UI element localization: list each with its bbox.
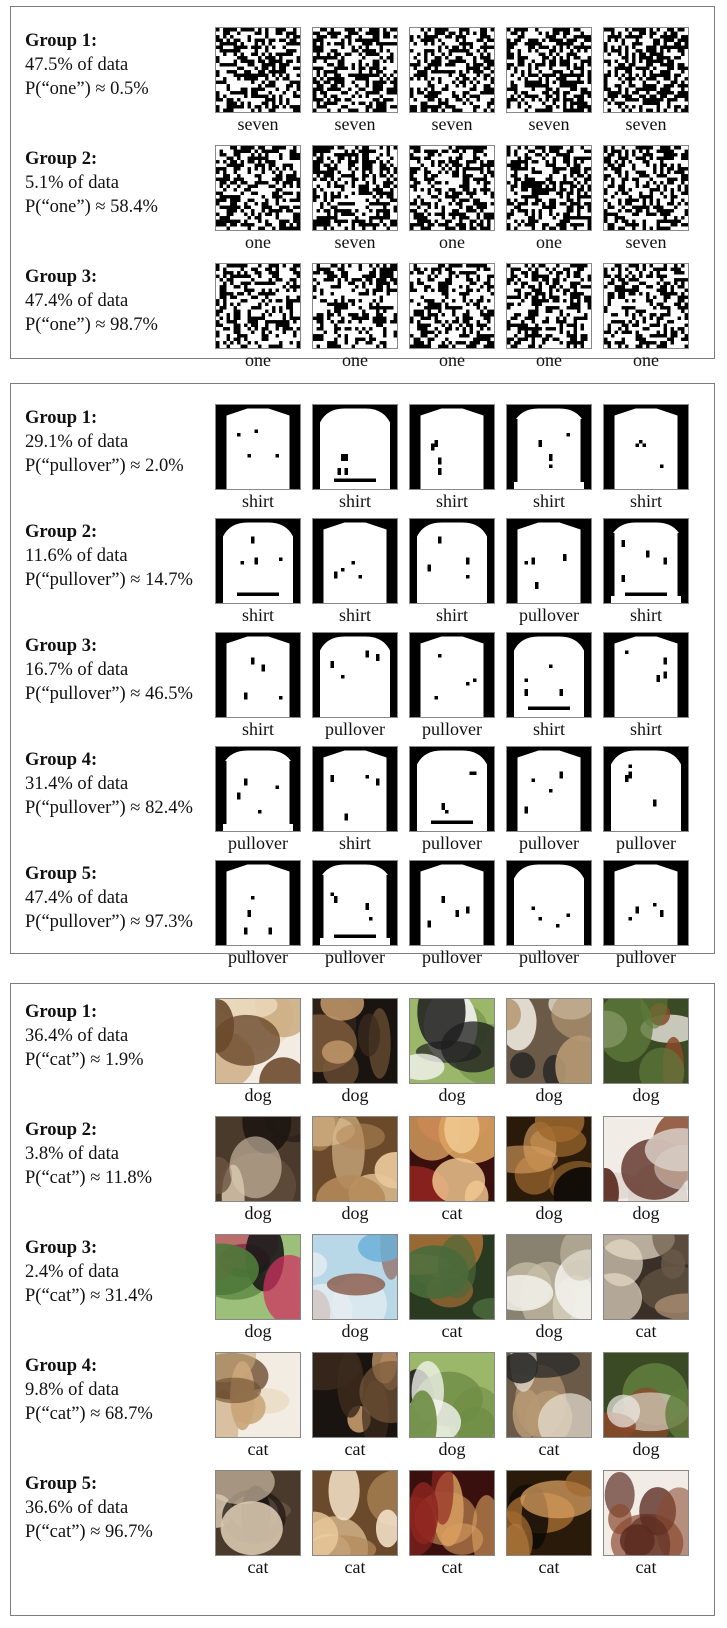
sample-image <box>312 518 398 604</box>
sample-image <box>215 1470 301 1556</box>
sample-label: pullover <box>325 947 385 967</box>
sample-image <box>603 1470 689 1556</box>
sample-image <box>603 632 689 718</box>
group-title: Group 3: <box>25 636 98 656</box>
group-share: 9.8% of data <box>25 1380 120 1400</box>
sample-image <box>603 746 689 832</box>
group-title: Group 3: <box>25 1238 98 1258</box>
group-share: 31.4% of data <box>25 774 129 794</box>
sample-label: pullover <box>519 605 579 625</box>
sample-image <box>409 746 495 832</box>
sample-label: shirt <box>241 605 274 625</box>
sample-image <box>312 746 398 832</box>
sample-label: seven <box>431 114 473 134</box>
sample-image <box>409 1352 495 1438</box>
sample-label: seven <box>625 232 667 252</box>
group-title: Group 1: <box>25 1002 98 1022</box>
group-title: Group 2: <box>25 522 98 542</box>
sample-label: cat <box>635 1321 657 1341</box>
sample-image <box>215 1234 301 1320</box>
group-share: 47.4% of data <box>25 291 129 311</box>
group-probability: P(“pullover”) ≈ 46.5% <box>25 684 193 704</box>
group-probability: P(“cat”) ≈ 68.7% <box>25 1404 153 1424</box>
group-info <box>25 1118 152 1190</box>
sample-label: cat <box>635 1557 657 1577</box>
sample-image <box>409 145 495 231</box>
sample-image <box>603 860 689 946</box>
sample-image <box>312 1470 398 1556</box>
sample-label: dog <box>438 1439 466 1459</box>
panel-clothing <box>10 383 715 967</box>
sample-label: pullover <box>422 833 482 853</box>
group-probability: P(“one”) ≈ 98.7% <box>25 315 158 335</box>
sample-label: dog <box>632 1439 660 1459</box>
group-info <box>25 147 158 219</box>
sample-image <box>506 860 592 946</box>
group-info <box>25 265 158 337</box>
sample-label: dog <box>244 1085 272 1105</box>
group-probability: P(“pullover”) ≈ 82.4% <box>25 798 193 818</box>
sample-label: dog <box>341 1085 369 1105</box>
sample-label: shirt <box>629 719 662 739</box>
sample-label: dog <box>632 1085 660 1105</box>
sample-label: cat <box>538 1439 560 1459</box>
sample-label: dog <box>535 1321 563 1341</box>
sample-label: pullover <box>422 947 482 967</box>
sample-image <box>409 263 495 349</box>
sample-label: cat <box>344 1557 366 1577</box>
sample-image <box>506 632 592 718</box>
sample-image <box>312 145 398 231</box>
sample-label: shirt <box>435 605 468 625</box>
group-share: 47.4% of data <box>25 888 129 908</box>
sample-label: shirt <box>532 491 565 511</box>
sample-image <box>603 998 689 1084</box>
sample-image <box>603 518 689 604</box>
sample-image <box>215 1352 301 1438</box>
sample-image <box>409 860 495 946</box>
sample-label: shirt <box>338 491 371 511</box>
sample-label: shirt <box>241 491 274 511</box>
group-probability: P(“cat”) ≈ 1.9% <box>25 1050 144 1070</box>
sample-image <box>409 518 495 604</box>
sample-image <box>312 404 398 490</box>
sample-label: pullover <box>519 833 579 853</box>
sample-label: cat <box>344 1439 366 1459</box>
sample-label: pullover <box>228 833 288 853</box>
group-title: Group 1: <box>25 31 98 51</box>
sample-image <box>409 1234 495 1320</box>
sample-image <box>506 27 592 113</box>
group-info <box>25 1472 153 1544</box>
sample-image <box>312 1352 398 1438</box>
sample-label: seven <box>528 114 570 134</box>
group-share: 5.1% of data <box>25 173 120 193</box>
group-probability: P(“cat”) ≈ 31.4% <box>25 1286 153 1306</box>
sample-label: pullover <box>422 719 482 739</box>
sample-label: dog <box>535 1203 563 1223</box>
sample-image <box>603 1116 689 1202</box>
sample-label: one <box>536 232 562 252</box>
group-share: 29.1% of data <box>25 432 129 452</box>
group-info <box>25 1236 153 1308</box>
sample-image <box>506 263 592 349</box>
sample-label: seven <box>334 232 376 252</box>
panel-digits <box>10 6 715 370</box>
sample-label: dog <box>341 1321 369 1341</box>
sample-label: seven <box>237 114 279 134</box>
sample-image <box>215 263 301 349</box>
group-probability: P(“pullover”) ≈ 97.3% <box>25 912 193 932</box>
group-title: Group 5: <box>25 864 98 884</box>
sample-image <box>409 632 495 718</box>
sample-label: dog <box>244 1321 272 1341</box>
group-info <box>25 748 193 820</box>
sample-label: pullover <box>228 947 288 967</box>
sample-image <box>603 404 689 490</box>
sample-image <box>506 746 592 832</box>
sample-image <box>215 145 301 231</box>
group-title: Group 4: <box>25 750 98 770</box>
sample-label: cat <box>247 1557 269 1577</box>
sample-label: one <box>342 350 368 370</box>
group-info <box>25 1354 153 1426</box>
group-share: 11.6% of data <box>25 546 128 566</box>
sample-image <box>215 404 301 490</box>
sample-image <box>506 404 592 490</box>
sample-label: one <box>245 232 271 252</box>
sample-image <box>215 27 301 113</box>
sample-label: cat <box>538 1557 560 1577</box>
group-info <box>25 634 193 706</box>
sample-label: dog <box>244 1203 272 1223</box>
sample-image <box>506 145 592 231</box>
sample-image <box>312 860 398 946</box>
sample-image <box>312 263 398 349</box>
panel-animals <box>10 983 715 1616</box>
sample-image <box>312 27 398 113</box>
sample-label: one <box>439 350 465 370</box>
sample-label: shirt <box>435 491 468 511</box>
sample-label: shirt <box>629 491 662 511</box>
group-probability: P(“one”) ≈ 58.4% <box>25 197 158 217</box>
sample-image <box>312 632 398 718</box>
sample-image <box>312 1234 398 1320</box>
sample-label: one <box>633 350 659 370</box>
sample-image <box>603 145 689 231</box>
sample-image <box>603 1234 689 1320</box>
sample-image <box>506 1234 592 1320</box>
group-title: Group 2: <box>25 1120 98 1140</box>
sample-label: cat <box>441 1557 463 1577</box>
sample-image <box>215 998 301 1084</box>
sample-image <box>409 1470 495 1556</box>
group-info <box>25 406 184 478</box>
group-title: Group 4: <box>25 1356 98 1376</box>
sample-label: pullover <box>616 833 676 853</box>
sample-label: one <box>245 350 271 370</box>
sample-label: cat <box>247 1439 269 1459</box>
sample-label: one <box>536 350 562 370</box>
group-title: Group 2: <box>25 149 98 169</box>
group-share: 36.4% of data <box>25 1026 129 1046</box>
sample-label: shirt <box>241 719 274 739</box>
sample-image <box>506 998 592 1084</box>
group-share: 16.7% of data <box>25 660 129 680</box>
sample-image <box>215 1116 301 1202</box>
group-info <box>25 1000 144 1072</box>
sample-image <box>215 632 301 718</box>
sample-image <box>312 1116 398 1202</box>
sample-label: dog <box>438 1085 466 1105</box>
group-probability: P(“pullover”) ≈ 2.0% <box>25 456 184 476</box>
group-probability: P(“cat”) ≈ 96.7% <box>25 1522 153 1542</box>
group-title: Group 5: <box>25 1474 98 1494</box>
sample-image <box>506 1470 592 1556</box>
sample-image <box>312 998 398 1084</box>
sample-label: cat <box>441 1321 463 1341</box>
sample-label: shirt <box>338 605 371 625</box>
sample-image <box>506 518 592 604</box>
group-share: 3.8% of data <box>25 1144 120 1164</box>
sample-image <box>603 1352 689 1438</box>
sample-image <box>603 263 689 349</box>
sample-image <box>603 27 689 113</box>
sample-label: dog <box>341 1203 369 1223</box>
sample-image <box>215 518 301 604</box>
group-title: Group 1: <box>25 408 98 428</box>
sample-label: cat <box>441 1203 463 1223</box>
sample-label: shirt <box>338 833 371 853</box>
group-probability: P(“one”) ≈ 0.5% <box>25 79 149 99</box>
sample-image <box>409 404 495 490</box>
sample-label: one <box>439 232 465 252</box>
group-info <box>25 520 193 592</box>
group-share: 47.5% of data <box>25 55 129 75</box>
group-probability: P(“cat”) ≈ 11.8% <box>25 1168 153 1188</box>
sample-label: shirt <box>629 605 662 625</box>
sample-label: pullover <box>325 719 385 739</box>
sample-image <box>215 860 301 946</box>
sample-image <box>409 1116 495 1202</box>
group-info <box>25 862 193 934</box>
sample-label: dog <box>535 1085 563 1105</box>
sample-label: pullover <box>519 947 579 967</box>
sample-image <box>215 746 301 832</box>
sample-label: seven <box>625 114 667 134</box>
sample-label: seven <box>334 114 376 134</box>
group-share: 36.6% of data <box>25 1498 129 1518</box>
sample-label: pullover <box>616 947 676 967</box>
group-probability: P(“pullover”) ≈ 14.7% <box>25 570 193 590</box>
sample-label: dog <box>632 1203 660 1223</box>
sample-image <box>506 1352 592 1438</box>
sample-image <box>409 998 495 1084</box>
group-title: Group 3: <box>25 267 98 287</box>
sample-image <box>409 27 495 113</box>
group-share: 2.4% of data <box>25 1262 120 1282</box>
sample-label: shirt <box>532 719 565 739</box>
group-info <box>25 29 149 101</box>
sample-image <box>506 1116 592 1202</box>
